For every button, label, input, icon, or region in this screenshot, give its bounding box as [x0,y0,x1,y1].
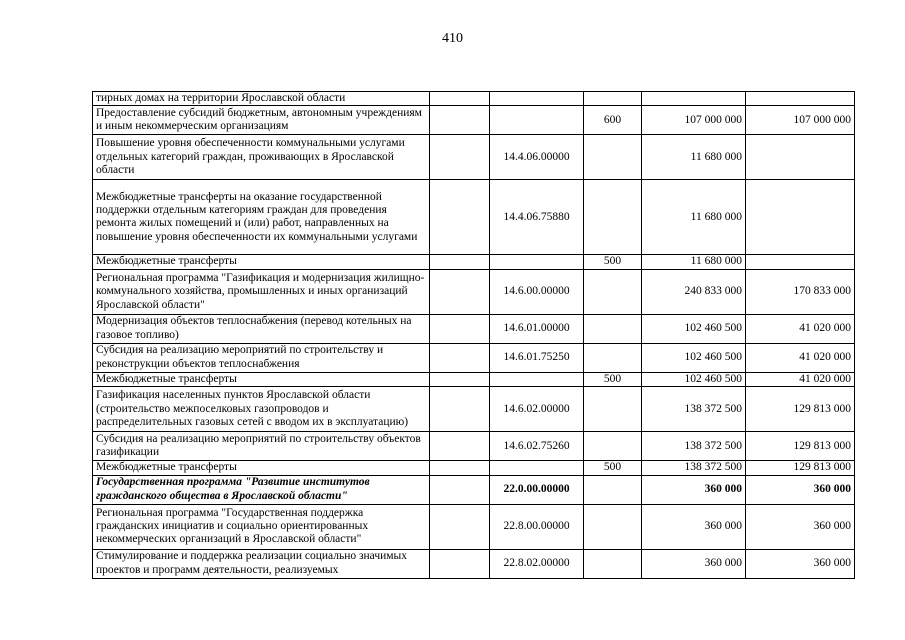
table-row [93,372,855,386]
row-name: Газификация населенных пунктов Ярославской области (строительство межпоселковых газопроводов и распределительных газовых сетей с вводом их в эксплуатацию) [93,387,430,432]
row-type [584,314,642,343]
row-amount-2: 41 020 000 [746,372,855,386]
row-type [584,135,642,180]
row-name: Межбюджетные трансферты [93,461,430,475]
row-type: 600 [584,106,642,135]
row-amount-2: 129 813 000 [746,461,855,475]
row-name: Субсидия на реализацию мероприятий по строительству и реконструкции объектов теплоснабжения [93,343,430,372]
row-amount-1: 360 000 [642,549,746,578]
row-amount-1 [642,92,746,106]
row-amount-1: 102 460 500 [642,343,746,372]
empty-cell [430,269,490,314]
row-name: Региональная программа "Государственная поддержка гражданских инициатив и социально ориентированных некоммерческих организаций в Ярославской области" [93,504,430,549]
empty-cell [430,92,490,106]
row-amount-2: 360 000 [746,504,855,549]
row-amount-2: 41 020 000 [746,314,855,343]
table-row [93,504,855,549]
row-amount-1: 11 680 000 [642,180,746,255]
row-type [584,475,642,504]
row-amount-2: 107 000 000 [746,106,855,135]
empty-cell [430,255,490,269]
table-row [93,432,855,461]
row-name: Субсидия на реализацию мероприятий по строительству объектов газификации [93,432,430,461]
row-code [490,92,584,106]
row-amount-2: 129 813 000 [746,432,855,461]
row-type [584,504,642,549]
row-amount-1: 102 460 500 [642,314,746,343]
row-code: 14.6.02.75260 [490,432,584,461]
row-name: Модернизация объектов теплоснабжения (перевод котельных на газовое топливо) [93,314,430,343]
row-code: 22.8.02.00000 [490,549,584,578]
row-amount-1: 11 680 000 [642,135,746,180]
row-code: 14.4.06.75880 [490,180,584,255]
row-type [584,432,642,461]
row-code [490,372,584,386]
row-code: 14.6.00.00000 [490,269,584,314]
row-type [584,180,642,255]
row-code: 22.8.00.00000 [490,504,584,549]
row-amount-2 [746,92,855,106]
empty-cell [430,372,490,386]
table-row [93,461,855,475]
table-row [93,387,855,432]
budget-table [92,91,855,579]
row-name: Государственная программа "Развитие институтов гражданского общества в Ярославской области" [93,475,430,504]
row-code [490,255,584,269]
empty-cell [430,180,490,255]
row-amount-1: 11 680 000 [642,255,746,269]
row-amount-2: 129 813 000 [746,387,855,432]
empty-cell [430,343,490,372]
empty-cell [430,475,490,504]
table-row [93,255,855,269]
row-type [584,92,642,106]
row-type [584,343,642,372]
row-type [584,387,642,432]
table-row [93,475,855,504]
row-code: 14.6.01.75250 [490,343,584,372]
row-amount-2: 360 000 [746,475,855,504]
row-amount-2 [746,180,855,255]
empty-cell [430,135,490,180]
empty-cell [430,314,490,343]
row-amount-1: 138 372 500 [642,432,746,461]
row-name: Повышение уровня обеспеченности коммунальными услугами отдельных категорий граждан, проживающих в Ярославской области [93,135,430,180]
row-type: 500 [584,372,642,386]
row-amount-1: 138 372 500 [642,461,746,475]
row-code: 14.6.01.00000 [490,314,584,343]
row-amount-2: 360 000 [746,549,855,578]
row-name: тирных домах на территории Ярославской области [93,92,430,106]
row-code [490,106,584,135]
row-amount-2 [746,255,855,269]
row-type: 500 [584,461,642,475]
empty-cell [430,387,490,432]
row-amount-1: 360 000 [642,475,746,504]
row-name: Стимулирование и поддержка реализации социально значимых проектов и программ деятельности, реализуемых [93,549,430,578]
row-code [490,461,584,475]
row-name: Межбюджетные трансферты на оказание государственной поддержки отдельным категориям граждан для проведения ремонта жилых помещений и (или) работ, направленных на повышение уровня обеспеченности их коммунальными услугами [93,180,430,255]
table-row [93,180,855,255]
empty-cell [430,461,490,475]
row-code: 14.6.02.00000 [490,387,584,432]
row-type: 500 [584,255,642,269]
row-amount-1: 360 000 [642,504,746,549]
empty-cell [430,549,490,578]
table-row [93,92,855,106]
row-type [584,549,642,578]
table-row [93,549,855,578]
row-name: Межбюджетные трансферты [93,255,430,269]
row-amount-1: 102 460 500 [642,372,746,386]
empty-cell [430,106,490,135]
row-amount-2: 170 833 000 [746,269,855,314]
empty-cell [430,504,490,549]
row-amount-1: 107 000 000 [642,106,746,135]
row-amount-1: 138 372 500 [642,387,746,432]
row-type [584,269,642,314]
table-row [93,106,855,135]
row-name: Региональная программа "Газификация и модернизация жилищно-коммунального хозяйства, промышленных и иных организаций Ярославской области" [93,269,430,314]
row-amount-2: 41 020 000 [746,343,855,372]
table-row [93,343,855,372]
row-amount-2 [746,135,855,180]
row-code: 14.4.06.00000 [490,135,584,180]
table-row [93,135,855,180]
row-name: Межбюджетные трансферты [93,372,430,386]
row-code: 22.0.00.00000 [490,475,584,504]
empty-cell [430,432,490,461]
table-row [93,314,855,343]
table-row [93,269,855,314]
row-amount-1: 240 833 000 [642,269,746,314]
row-name: Предоставление субсидий бюджетным, автономным учреждениям и иным некоммерческим организациям [93,106,430,135]
page-number: 410 [442,31,463,46]
